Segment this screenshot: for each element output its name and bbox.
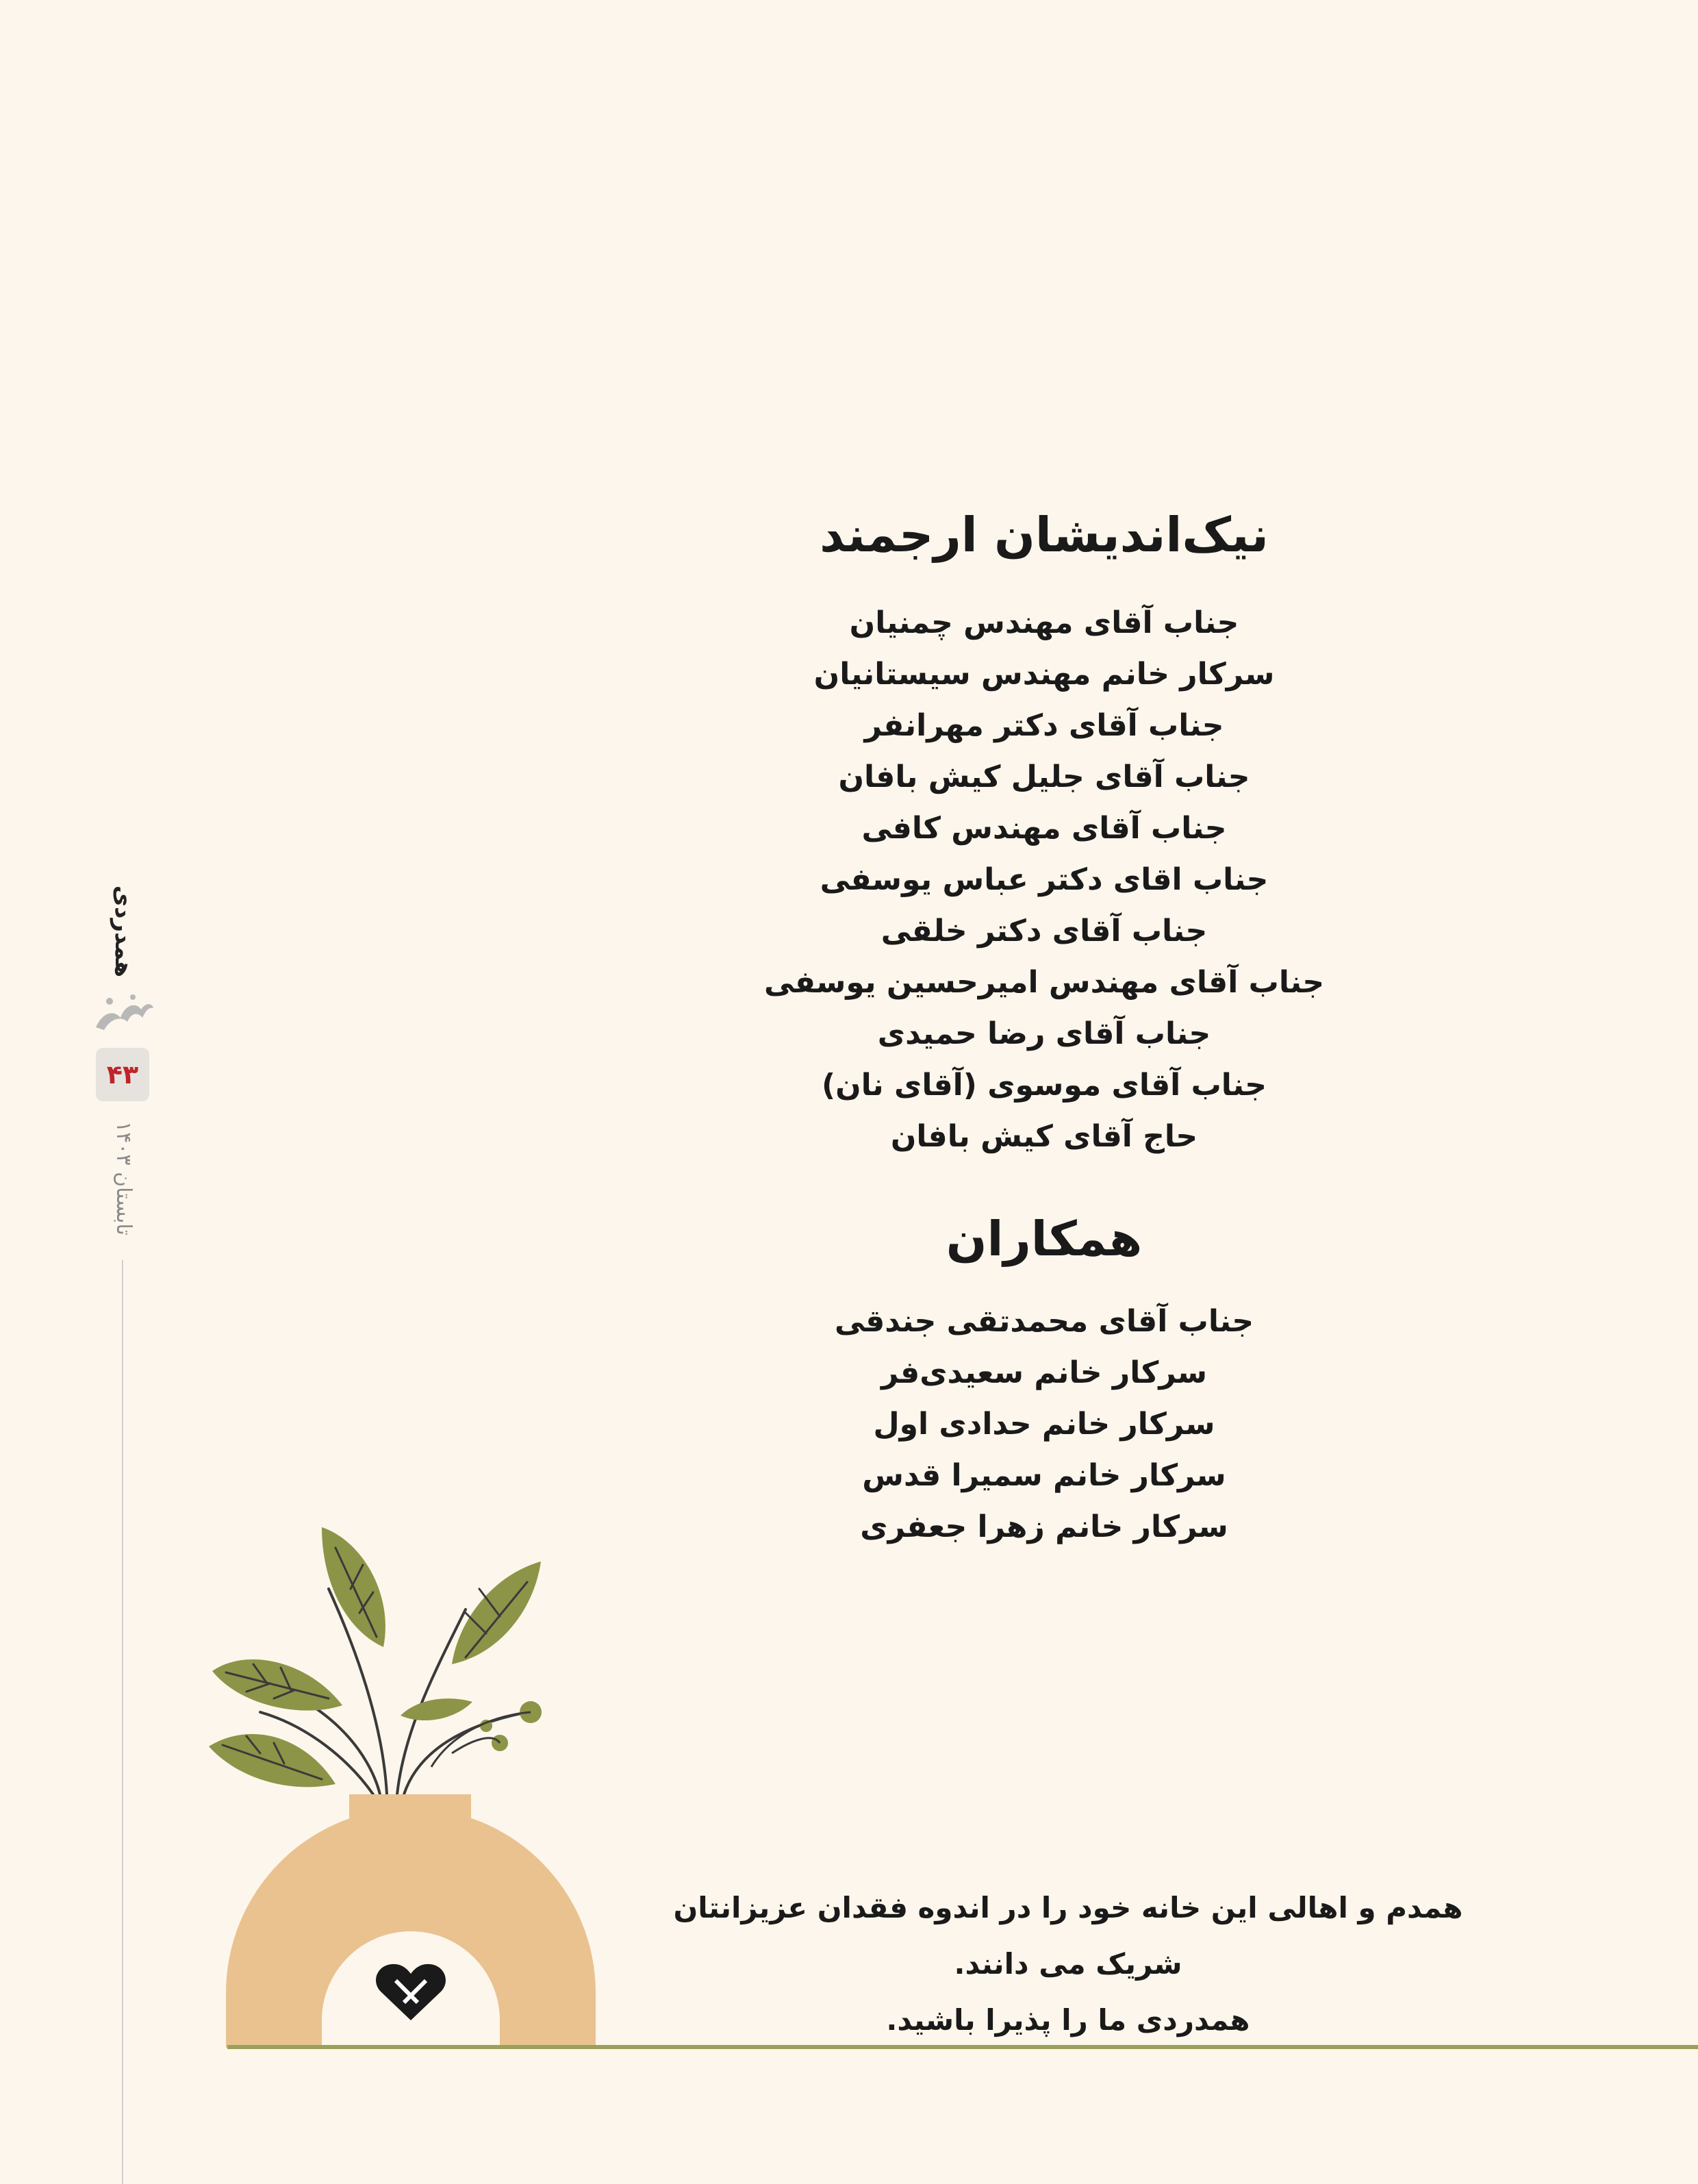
side-magazine-label [82, 883, 164, 979]
condolence-line-2: همدردی ما را پذیرا باشید. [886, 2003, 1250, 2037]
ground-line [227, 2045, 1698, 2049]
leaves [209, 1527, 541, 1787]
donors-heading: نیک‌اندیشان ارجمند [820, 507, 1269, 563]
list-item: جناب آقای جلیل کیش بافان [838, 760, 1250, 794]
list-item: جناب آقای رضا حمیدی [877, 1016, 1211, 1051]
list-item: جناب اقای دکتر عباس یوسفی [820, 862, 1269, 897]
list-item: جناب آقای دکتر مهرانفر [864, 708, 1224, 743]
colleagues-section [753, 1211, 1335, 1553]
list-item: جناب آقای محمدتقی جندقی [834, 1304, 1254, 1339]
hamdam-logo-icon [90, 985, 156, 1040]
berries [480, 1701, 542, 1751]
list-item: سرکار خانم مهندس سیستانیان [813, 657, 1275, 692]
colleagues-heading: همکاران [946, 1211, 1143, 1267]
list-item: سرکار خانم سعیدی‌فر [881, 1355, 1207, 1390]
donors-list [753, 597, 1335, 1162]
side-magazine-label-text: همدردی [110, 885, 138, 978]
colleagues-list [753, 1296, 1335, 1553]
page-number: ۴۳ [96, 1048, 149, 1101]
list-item: جناب آقای دکتر خلقی [880, 914, 1208, 949]
berry-stems [431, 1712, 531, 1767]
donors-section [753, 507, 1335, 1162]
list-item: سرکار خانم سمیرا قدس [862, 1458, 1226, 1493]
condolence-message [657, 1880, 1479, 2048]
list-item: جناب آقای مهندس امیرحسین یوسفی [763, 965, 1325, 1000]
list-item: سرکار خانم زهرا جعفری [860, 1509, 1228, 1544]
heart-knot-icon [376, 1964, 446, 2020]
list-item: جناب آقای موسوی (آقای نان) [822, 1068, 1267, 1103]
list-item: جناب آقای مهندس چمنیان [849, 605, 1239, 640]
side-season-text: تابستان ۱۴۰۳ [111, 1120, 136, 1235]
side-divider-line [122, 1260, 123, 2184]
list-item: جناب آقای مهندس کافی [861, 811, 1227, 846]
vase-plant-illustration [205, 1527, 616, 2048]
side-season-label [82, 1109, 164, 1246]
list-item: حاج آقای کیش بافان [890, 1119, 1198, 1154]
condolence-line-1: همدم و اهالی این خانه خود را در اندوه فقدان عزیزانتان شریک می دانند. [673, 1891, 1463, 1981]
list-item: سرکار خانم حدادی اول [873, 1407, 1215, 1442]
